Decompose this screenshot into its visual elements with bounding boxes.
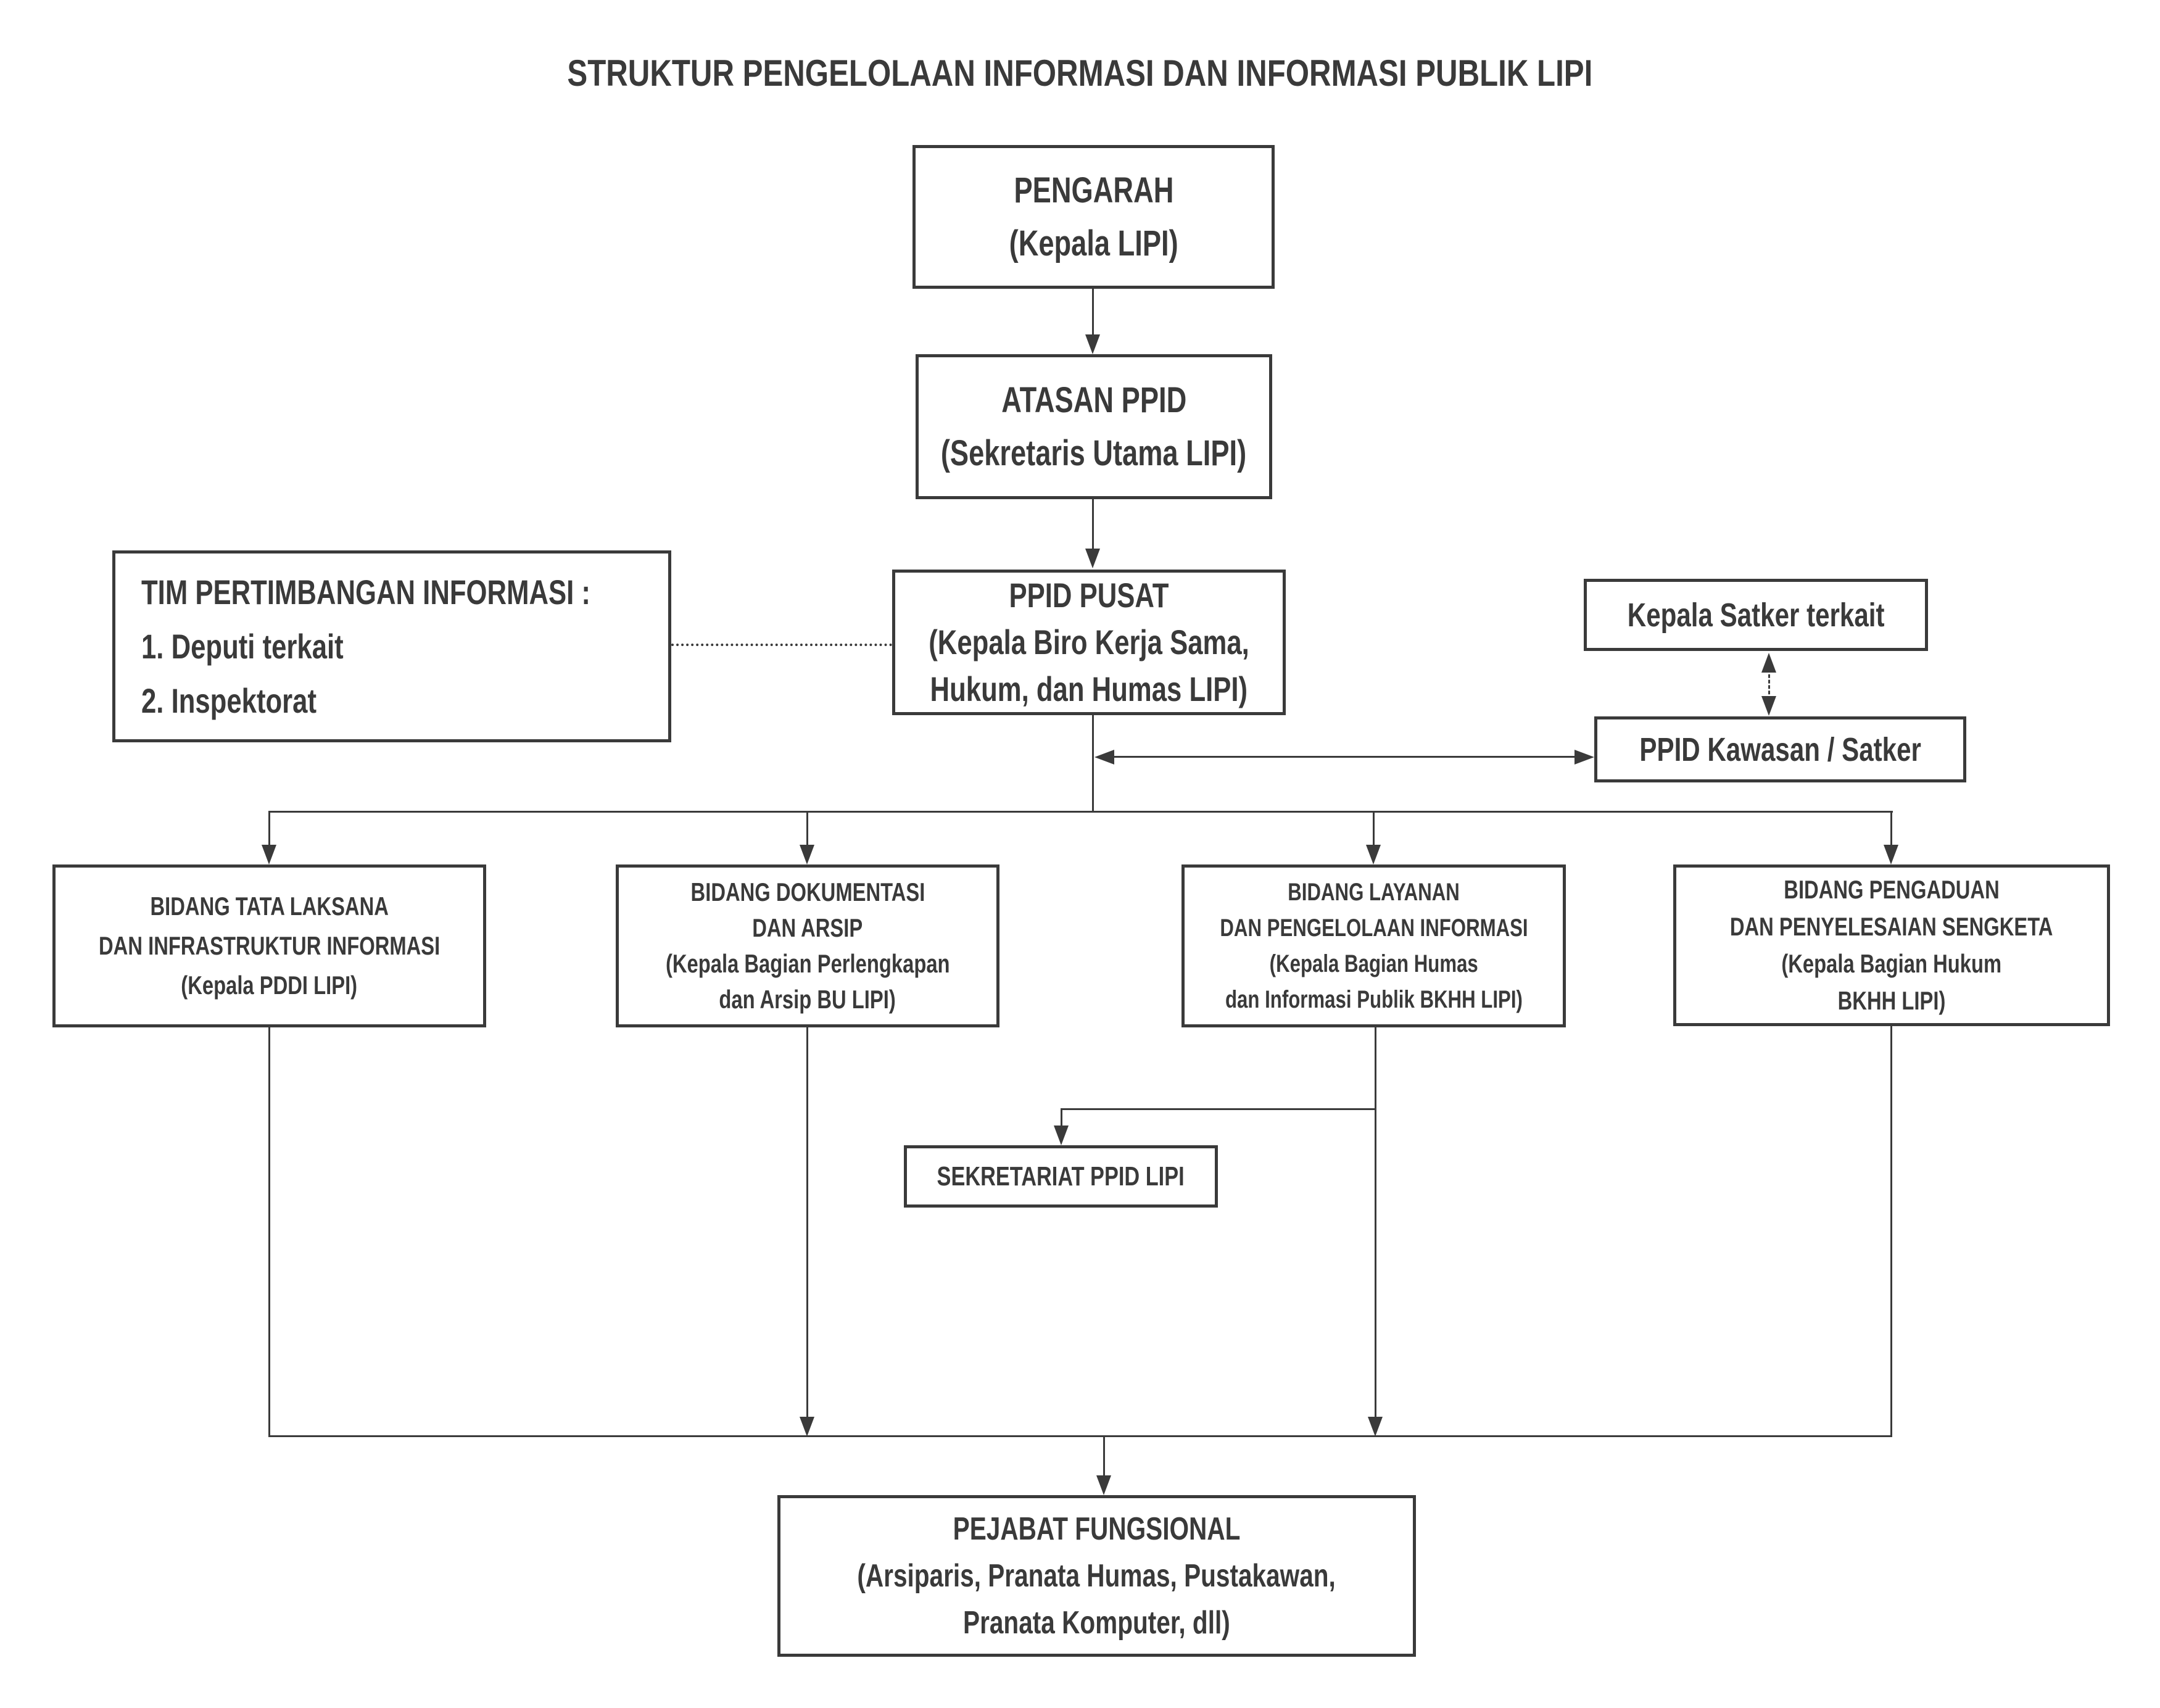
connector-atasan-ppidpusat-arrowhead-icon bbox=[1085, 549, 1100, 568]
node-bidang3-line3: (Kepala Bagian Humas bbox=[1269, 950, 1478, 977]
node-pengarah-line2: (Kepala LIPI) bbox=[1009, 223, 1178, 263]
connector-bidang2-collector-line bbox=[806, 1027, 808, 1418]
node-kepala-satker-line1: Kepala Satker terkait bbox=[1627, 596, 1885, 634]
connector-bidang4-collector-line bbox=[1890, 1026, 1892, 1437]
node-atasan-ppid bbox=[916, 354, 1272, 499]
connector-dist-bidang3-arrowhead-icon bbox=[1366, 845, 1381, 864]
node-bidang2-line2: DAN ARSIP bbox=[752, 913, 863, 942]
node-pejabat-line1: PEJABAT FUNGSIONAL bbox=[953, 1511, 1241, 1547]
connector-dist-bidang2-arrowhead-icon bbox=[800, 845, 814, 864]
node-ppid-pusat-line1: PPID PUSAT bbox=[1009, 576, 1169, 615]
connector-layanan-sekretariat-arrowhead-icon bbox=[1054, 1126, 1069, 1145]
node-tim-pertimbangan bbox=[112, 550, 671, 742]
node-bidang3-line1: BIDANG LAYANAN bbox=[1288, 879, 1460, 906]
connector-ppidpusat-trunk-line bbox=[1092, 715, 1094, 813]
connector-dist-bidang1-arrowhead-icon bbox=[262, 845, 276, 864]
connector-bidang1-collector-line bbox=[268, 1027, 270, 1437]
node-bidang3-line4: dan Informasi Publik BKHH LIPI) bbox=[1225, 986, 1523, 1013]
connector-tim-ppidpusat-dotted-line bbox=[671, 644, 892, 646]
distribution-line bbox=[268, 811, 1893, 813]
node-bidang-tata-laksana bbox=[52, 864, 486, 1027]
node-tim-line1: TIM PERTIMBANGAN INFORMASI : bbox=[141, 572, 590, 611]
node-bidang4-line1: BIDANG PENGADUAN bbox=[1784, 875, 2000, 904]
connector-collector-pejabat-line bbox=[1103, 1435, 1105, 1476]
node-bidang2-line4: dan Arsip BU LIPI) bbox=[719, 985, 896, 1014]
page-title bbox=[0, 52, 2160, 94]
page-title-text: STRUKTUR PENGELOLAAN INFORMASI DAN INFORMASI PUBLIK LIPI bbox=[567, 52, 1593, 94]
node-bidang-dokumentasi bbox=[616, 864, 999, 1027]
node-bidang1-line2: DAN INFRASTRUKTUR INFORMASI bbox=[98, 931, 441, 960]
node-ppid-kawasan-line1: PPID Kawasan / Satker bbox=[1639, 731, 1921, 768]
connector-layanan-sekretariat-hline bbox=[1061, 1108, 1376, 1110]
connector-dist-bidang1-line bbox=[268, 811, 270, 847]
node-pejabat-line3: Pranata Komputer, dll) bbox=[963, 1605, 1230, 1641]
connector-trunk-kawasan-arrowhead-right-icon bbox=[1574, 750, 1594, 765]
collector-line bbox=[268, 1435, 1892, 1437]
node-pejabat-fungsional bbox=[777, 1495, 1416, 1657]
node-pengarah bbox=[912, 145, 1275, 289]
connector-pengarah-atasan-line bbox=[1092, 289, 1094, 337]
node-bidang-layanan bbox=[1181, 864, 1566, 1027]
connector-dist-bidang3-line bbox=[1373, 811, 1375, 847]
node-atasan-ppid-line1: ATASAN PPID bbox=[1001, 379, 1186, 420]
connector-bidang3-collector-arrowhead-icon bbox=[1368, 1417, 1383, 1436]
node-pengarah-line1: PENGARAH bbox=[1014, 170, 1173, 210]
node-bidang4-line2: DAN PENYELESAIAN SENGKETA bbox=[1730, 912, 2053, 941]
connector-satker-kawasan-dashed-line bbox=[1768, 669, 1770, 700]
connector-atasan-ppidpusat-line bbox=[1092, 499, 1094, 550]
node-ppid-pusat bbox=[892, 570, 1286, 715]
connector-satker-kawasan-arrowhead-down-icon bbox=[1761, 696, 1776, 716]
connector-dist-bidang2-line bbox=[806, 811, 808, 847]
connector-layanan-sekretariat-vline bbox=[1061, 1108, 1062, 1127]
node-ppid-pusat-line2: (Kepala Biro Kerja Sama, bbox=[929, 623, 1249, 661]
connector-collector-pejabat-arrowhead-icon bbox=[1096, 1475, 1111, 1495]
node-tim-line3: 2. Inspektorat bbox=[141, 681, 317, 720]
node-kepala-satker bbox=[1584, 579, 1928, 651]
connector-bidang2-collector-arrowhead-icon bbox=[800, 1417, 814, 1436]
node-sekretariat bbox=[904, 1145, 1218, 1208]
connector-dist-bidang4-arrowhead-icon bbox=[1884, 845, 1898, 864]
connector-bidang3-collector-line bbox=[1375, 1027, 1376, 1418]
node-tim-line2: 1. Deputi terkait bbox=[141, 626, 344, 666]
node-atasan-ppid-line2: (Sekretaris Utama LIPI) bbox=[941, 433, 1247, 473]
node-bidang-pengaduan bbox=[1673, 864, 2110, 1026]
node-bidang3-line2: DAN PENGELOLAAN INFORMASI bbox=[1219, 914, 1528, 942]
connector-trunk-kawasan-line bbox=[1112, 756, 1577, 758]
node-bidang1-line1: BIDANG TATA LAKSANA bbox=[150, 892, 389, 921]
connector-dist-bidang4-line bbox=[1890, 811, 1892, 847]
node-ppid-pusat-line3: Hukum, dan Humas LIPI) bbox=[930, 670, 1248, 708]
node-bidang2-line3: (Kepala Bagian Perlengkapan bbox=[665, 949, 950, 978]
node-bidang4-line4: BKHH LIPI) bbox=[1837, 986, 1946, 1015]
node-ppid-kawasan bbox=[1594, 716, 1966, 782]
connector-pengarah-atasan-arrowhead-icon bbox=[1085, 334, 1100, 354]
node-bidang2-line1: BIDANG DOKUMENTASI bbox=[690, 877, 925, 906]
node-sekretariat-line1: SEKRETARIAT PPID LIPI bbox=[937, 1161, 1185, 1192]
node-bidang1-line3: (Kepala PDDI LIPI) bbox=[181, 971, 358, 1000]
node-pejabat-line2: (Arsiparis, Pranata Humas, Pustakawan, bbox=[857, 1558, 1336, 1594]
node-bidang4-line3: (Kepala Bagian Hukum bbox=[1781, 949, 2002, 978]
